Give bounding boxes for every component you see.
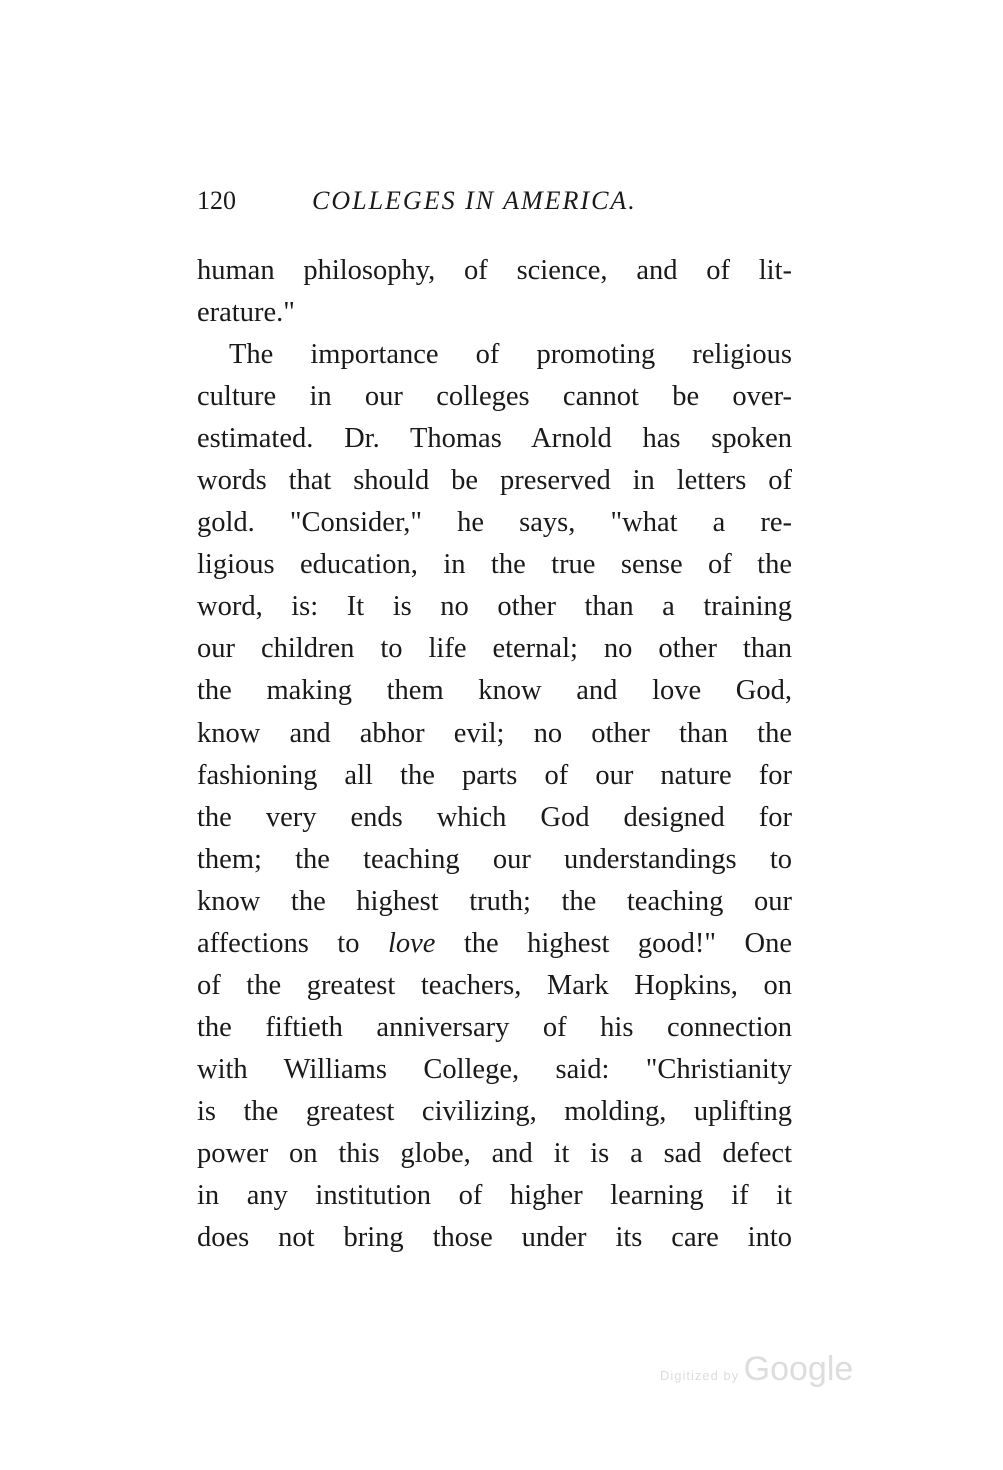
line-text: the highest good!" One	[435, 927, 792, 959]
body-text	[197, 250, 792, 1259]
line-text: is the greatest civilizing, molding, uplifting	[197, 1095, 792, 1127]
line-text: the making them know and love God,	[197, 675, 792, 707]
line-text: culture in our colleges cannot be over-	[197, 381, 792, 413]
text-line	[197, 376, 792, 418]
line-text: the very ends which God designed for	[197, 801, 792, 833]
text-line	[197, 1049, 792, 1091]
running-title: COLLEGES IN AMERICA.	[312, 186, 637, 215]
text-line	[197, 923, 792, 965]
line-text: gold. "Consider," he says, "what a re-	[197, 507, 792, 539]
text-line	[197, 628, 792, 670]
line-text: of the greatest teachers, Mark Hopkins, on	[197, 969, 792, 1001]
text-line	[197, 1007, 792, 1049]
line-text: affections to	[197, 927, 388, 959]
watermark-brand: Google	[743, 1350, 854, 1388]
text-line	[197, 797, 792, 839]
text-line	[197, 1133, 792, 1175]
line-text: our children to life eternal; no other than	[197, 633, 792, 665]
text-line	[197, 292, 792, 334]
line-text: fashioning all the parts of our nature for	[197, 759, 792, 791]
text-line	[197, 418, 792, 460]
line-text: word, is: It is no other than a training	[197, 591, 792, 623]
text-line	[197, 839, 792, 881]
text-line	[197, 1217, 792, 1259]
text-line	[197, 881, 792, 923]
line-text: the fiftieth anniversary of his connection	[197, 1011, 792, 1043]
text-line	[197, 1091, 792, 1133]
line-text: know the highest truth; the teaching our	[197, 885, 792, 917]
line-text: does not bring those under its care into	[197, 1222, 792, 1254]
text-line	[197, 460, 792, 502]
line-text: them; the teaching our understandings to	[197, 843, 792, 875]
line-text: know and abhor evil; no other than the	[197, 717, 792, 749]
watermark	[660, 1350, 853, 1389]
line-text: power on this globe, and it is a sad defect	[197, 1137, 792, 1169]
text-line	[197, 502, 792, 544]
text-line	[197, 334, 792, 376]
running-header	[197, 186, 797, 216]
text-line	[197, 544, 792, 586]
line-text: erature."	[197, 297, 295, 329]
text-line	[197, 713, 792, 755]
text-line	[197, 670, 792, 712]
text-line	[197, 586, 792, 628]
line-text: estimated. Dr. Thomas Arnold has spoken	[197, 423, 792, 455]
line-text: The importance of promoting religious	[229, 339, 792, 371]
line-text: ligious education, in the true sense of the	[197, 549, 792, 581]
line-text: with Williams College, said: "Christianity	[197, 1053, 792, 1085]
text-line	[197, 965, 792, 1007]
line-text: human philosophy, of science, and of lit-	[197, 255, 792, 286]
line-text: words that should be preserved in letters of	[197, 465, 792, 497]
text-line	[197, 1175, 792, 1217]
text-line	[197, 250, 792, 292]
page-number: 120	[197, 186, 236, 215]
line-text: in any institution of higher learning if it	[197, 1180, 792, 1212]
text-line	[197, 755, 792, 797]
watermark-prefix: Digitized by	[660, 1368, 740, 1383]
italic-word: love	[387, 927, 436, 959]
